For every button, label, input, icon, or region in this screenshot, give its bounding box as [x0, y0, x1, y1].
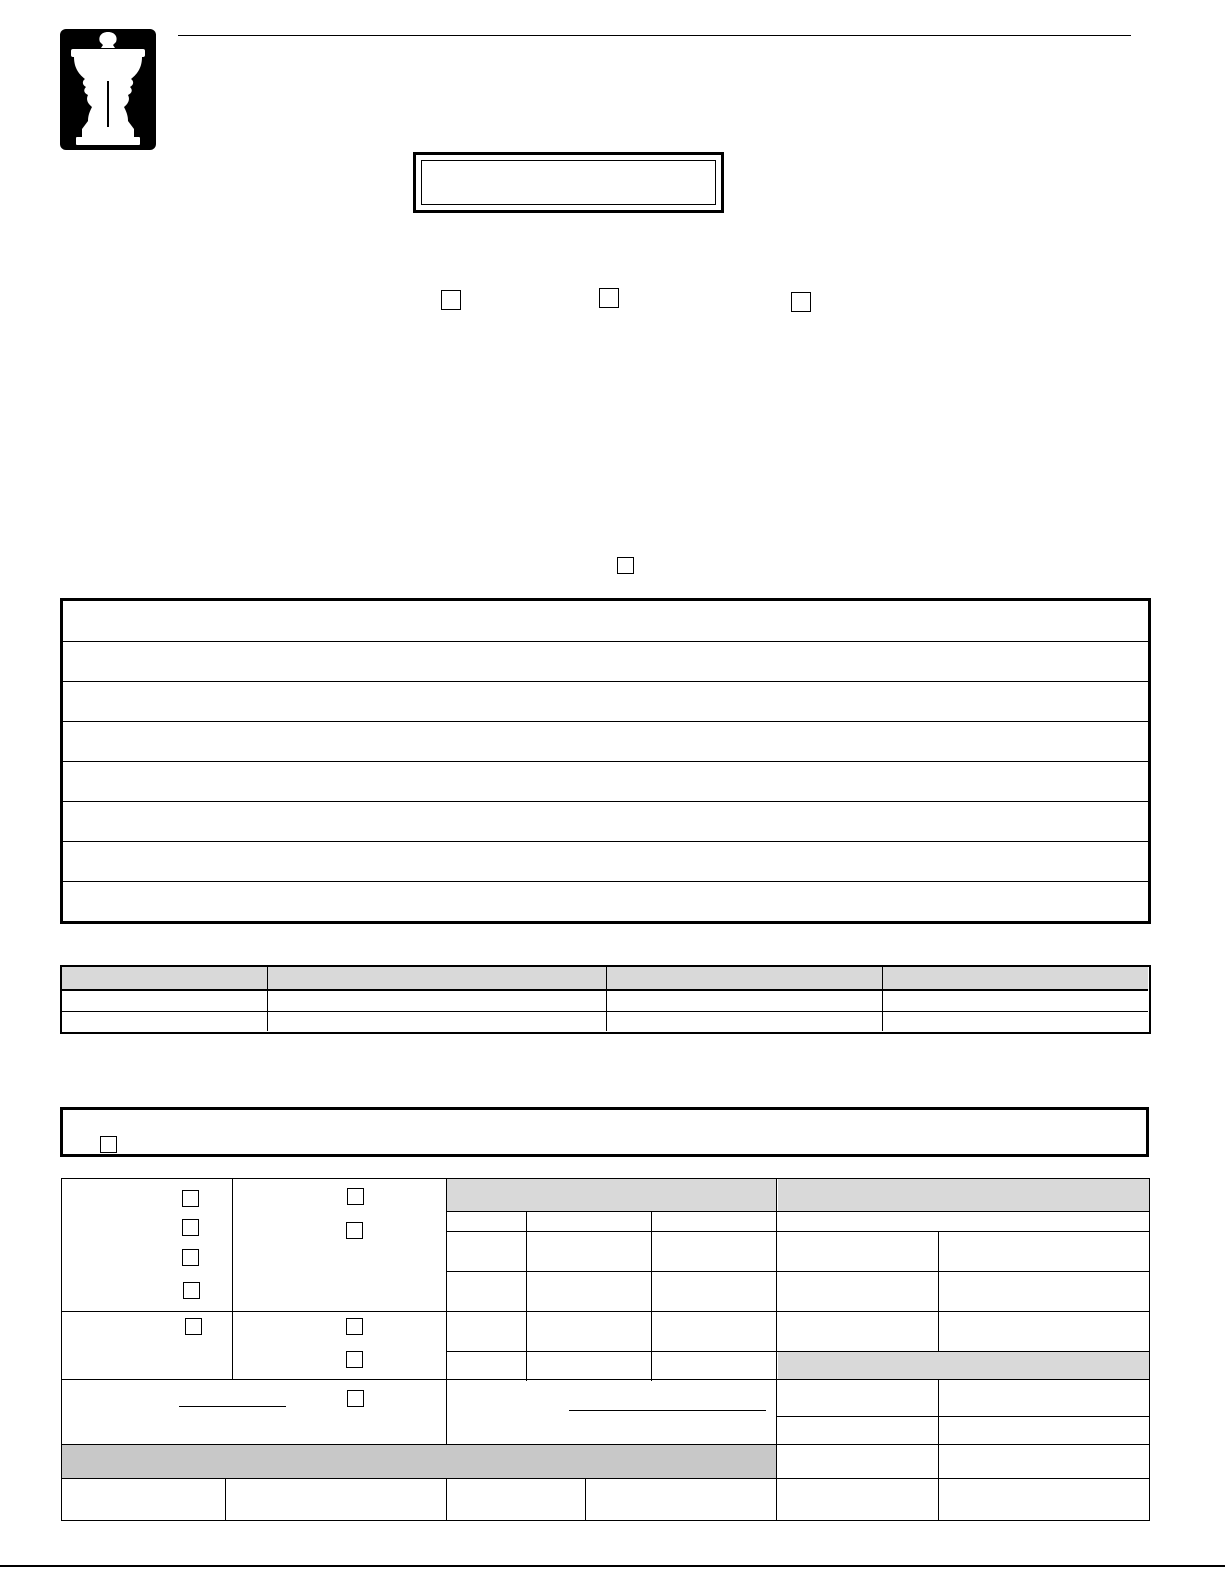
grid-col-divider — [526, 1211, 527, 1381]
option-checkbox-3[interactable] — [791, 292, 811, 312]
summary-col-divider — [267, 967, 268, 1031]
entry-row-divider — [63, 841, 1148, 842]
grid-checkbox-b5[interactable] — [347, 1390, 364, 1407]
grid-row-divider — [62, 1379, 1149, 1380]
summary-col-divider — [882, 967, 883, 1031]
entry-table — [60, 598, 1151, 924]
footer-rule — [0, 1565, 1225, 1567]
grid-checkbox-a2[interactable] — [182, 1219, 199, 1236]
grid-checkbox-a4[interactable] — [183, 1282, 200, 1299]
grid-row-divider — [776, 1416, 1149, 1417]
grid-col-divider — [225, 1478, 226, 1520]
section-checkbox[interactable] — [100, 1136, 117, 1153]
title-box — [413, 152, 724, 213]
grid-row-divider — [446, 1271, 1149, 1272]
grid-row-divider — [62, 1311, 1149, 1312]
summary-table-header — [62, 967, 1148, 989]
entry-row-divider — [63, 881, 1148, 882]
entry-row-divider — [63, 681, 1148, 682]
option-checkbox-2[interactable] — [599, 288, 619, 308]
underline-field[interactable] — [569, 1410, 766, 1411]
grid-checkbox-b4[interactable] — [346, 1351, 363, 1368]
summary-row-divider — [62, 1011, 1148, 1012]
grid-row-divider — [62, 1444, 1149, 1445]
entry-row-divider — [63, 801, 1148, 802]
detail-grid — [61, 1178, 1150, 1521]
logo — [60, 29, 156, 150]
grid-col-divider — [938, 1231, 939, 1351]
section-box — [60, 1107, 1149, 1157]
summary-row-divider — [62, 989, 1148, 991]
entry-row-divider — [63, 761, 1148, 762]
grid-checkbox-a5[interactable] — [185, 1318, 202, 1335]
grid-col-divider — [938, 1379, 939, 1520]
grid-header-left — [446, 1179, 776, 1211]
grid-col-divider — [232, 1179, 233, 1380]
grid-col-divider — [585, 1478, 586, 1520]
entry-row-divider — [63, 721, 1148, 722]
underline-field[interactable] — [179, 1406, 286, 1407]
grid-checkbox-a1[interactable] — [182, 1190, 199, 1207]
grid-checkbox-b3[interactable] — [346, 1318, 363, 1335]
grid-band — [62, 1444, 776, 1478]
entry-row-divider — [63, 641, 1148, 642]
grid-checkbox-b2[interactable] — [346, 1222, 363, 1239]
grid-checkbox-b1[interactable] — [347, 1188, 364, 1205]
option-checkbox-1[interactable] — [441, 290, 461, 310]
grid-subheader-right — [778, 1351, 1149, 1379]
summary-table — [60, 965, 1151, 1034]
grid-checkbox-a3[interactable] — [182, 1249, 199, 1266]
grid-row-divider — [62, 1478, 1149, 1479]
header-rule — [178, 35, 1131, 36]
grid-header-right — [778, 1179, 1149, 1211]
summary-col-divider — [606, 967, 607, 1031]
grid-row-divider — [446, 1231, 1149, 1232]
confirm-checkbox[interactable] — [617, 557, 634, 574]
grid-col-divider — [651, 1211, 652, 1381]
mortar-pestle-faces-logo-icon — [60, 29, 156, 150]
grid-row-divider — [446, 1211, 1149, 1212]
title-box-inner — [421, 160, 716, 205]
grid-row-divider — [446, 1351, 1149, 1352]
grid-col-divider — [446, 1478, 447, 1520]
